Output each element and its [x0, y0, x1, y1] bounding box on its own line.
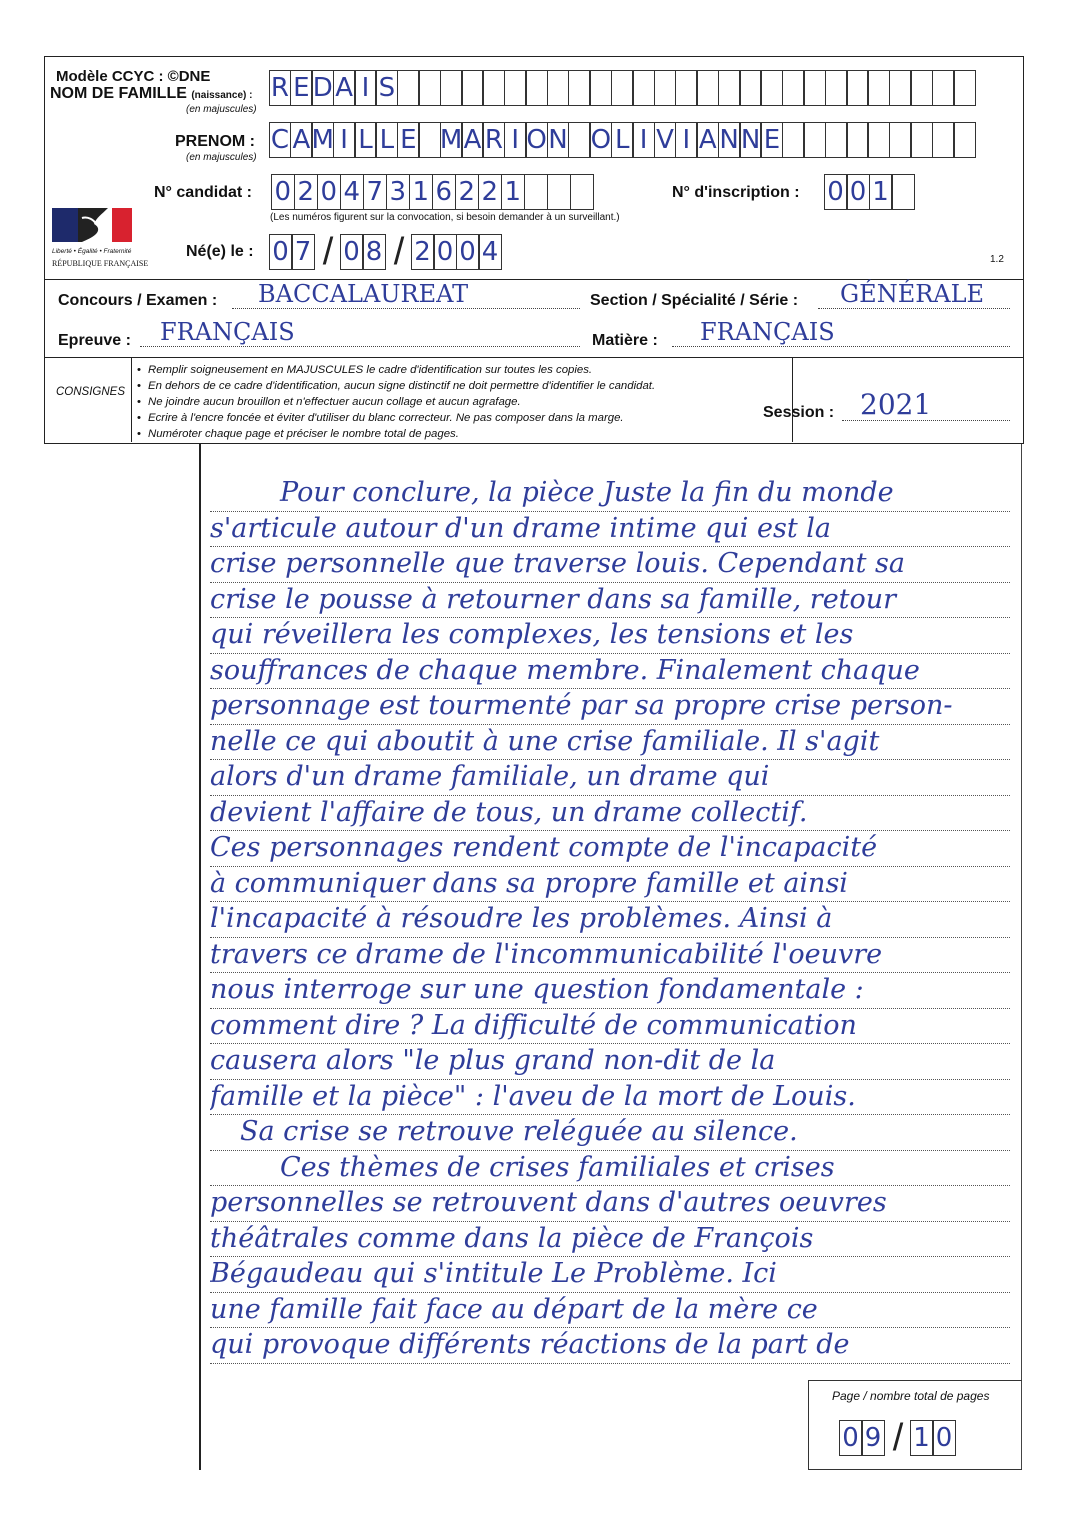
char-cell: C [269, 122, 292, 158]
numbers-note: (Les numéros figurent sur la convocation, si besoin demander à un surveillant.) [270, 212, 620, 223]
section-value: GÉNÉRALE [840, 280, 985, 308]
char-cell: I [675, 122, 698, 158]
concours-field[interactable] [232, 282, 580, 309]
char-cell: 0 [317, 174, 342, 210]
char-cell: I [354, 70, 377, 106]
char-cell: N [739, 122, 762, 158]
handwritten-line: Ces thèmes de crises familiales et crises [210, 1151, 1010, 1187]
char-cell [782, 122, 805, 158]
char-cell [696, 70, 719, 106]
char-cell: V [654, 122, 677, 158]
session-label: Session : [763, 404, 835, 421]
char-cell [867, 70, 890, 106]
char-cell [825, 70, 848, 106]
republique-logo [52, 208, 160, 270]
char-cell: 7 [363, 174, 388, 210]
char-cell [440, 70, 463, 106]
char-cell: 3 [386, 174, 411, 210]
handwritten-line: une famille fait face au départ de la mère ce [210, 1293, 1010, 1329]
handwritten-line: l'incapacité à résoudre les problèmes. Ainsi à [210, 902, 1010, 938]
char-cell: 1 [869, 174, 893, 210]
char-cell: 0 [824, 174, 848, 210]
family-name-label: NOM DE FAMILLE (naissance) : [50, 85, 253, 102]
handwritten-line: crise personnelle que traverse louis. Cependant sa [210, 547, 1010, 583]
char-cell [524, 174, 549, 210]
char-cell: 2 [294, 174, 319, 210]
handwritten-line: crise le pousse à retourner dans sa famille, retour [210, 583, 1010, 619]
char-cell [611, 70, 634, 106]
page-number-cells[interactable] [840, 1416, 956, 1459]
epreuve-value: FRANÇAIS [160, 318, 295, 346]
consigne-item: • Numéroter chaque page et préciser le nombre total de pages. [148, 426, 744, 442]
char-cell [953, 70, 976, 106]
char-cell [568, 122, 591, 158]
char-cell: E [760, 122, 783, 158]
matiere-field[interactable] [672, 320, 1010, 347]
handwritten-line: causera alors "le plus grand non-dit de la [210, 1044, 1010, 1080]
char-cell [397, 70, 420, 106]
family-name-caps-note: (en majuscules) [186, 104, 257, 115]
char-cell: 2 [455, 174, 480, 210]
separator-slash: / [322, 230, 334, 273]
handwritten-line: Sa crise se retrouve reléguée au silence. [210, 1115, 1010, 1151]
char-cell: 0 [839, 1420, 863, 1456]
consignes-title: CONSIGNES [56, 386, 126, 398]
form-version: 1.2 [990, 254, 1004, 265]
char-cell: A [696, 122, 719, 158]
epreuve-field[interactable] [140, 320, 580, 347]
consigne-item: • Remplir soigneusement en MAJUSCULES le cadre d'identification sur toutes les copies. [148, 362, 744, 378]
handwritten-line: à communiquer dans sa propre famille et ainsi [210, 867, 1010, 903]
char-cell [504, 70, 527, 106]
section-field[interactable] [818, 282, 1010, 309]
separator-slash: / [892, 1416, 904, 1459]
first-name-label: PRENOM : [175, 133, 255, 150]
char-cell: 2 [411, 234, 435, 270]
char-cell [825, 122, 848, 158]
char-cell [675, 70, 698, 106]
char-cell [803, 70, 826, 106]
inscription-number-label: N° d'inscription : [672, 184, 800, 201]
char-cell: N [547, 122, 570, 158]
handwritten-line: qui provoque différents réactions de la part de [210, 1328, 1010, 1364]
section-label: Section / Spécialité / Série : [590, 292, 799, 309]
char-cell: 1 [501, 174, 526, 210]
char-cell [782, 70, 805, 106]
char-cell: O [589, 122, 612, 158]
char-cell [760, 70, 783, 106]
matiere-label: Matière : [592, 332, 658, 349]
handwritten-line: personnage est tourmenté par sa propre crise person- [210, 689, 1010, 725]
char-cell [739, 70, 762, 106]
char-cell [418, 70, 441, 106]
char-cell: 0 [269, 234, 293, 270]
model-label: Modèle CCYC : ©DNE [56, 68, 211, 85]
char-cell [932, 122, 955, 158]
char-cell: 0 [932, 1420, 956, 1456]
char-cell: 2 [478, 174, 503, 210]
logo-country: RÉPUBLIQUE FRANÇAISE [52, 259, 149, 268]
handwritten-line: personnelles se retrouvent dans d'autres oeuvres [210, 1186, 1010, 1222]
char-cell: 6 [432, 174, 457, 210]
char-cell: 0 [340, 234, 364, 270]
consigne-item: • En dehors de ce cadre d'identification, aucun signe distinctif ne doit permettre d'identifier le candidat. [148, 378, 744, 394]
char-cell [482, 70, 505, 106]
char-cell [891, 174, 915, 210]
margin-line [199, 444, 201, 1470]
candidate-number-label: N° candidat : [154, 184, 252, 201]
logo-motto: Liberté • Égalité • Fraternité [52, 248, 132, 255]
birth-date-label: Né(e) le : [186, 243, 254, 260]
char-cell [932, 70, 955, 106]
birth-date-cells[interactable] [270, 230, 502, 273]
char-cell [547, 70, 570, 106]
handwritten-line: théâtrales comme dans la pièce de François [210, 1222, 1010, 1258]
handwritten-line: nous interroge sur une question fondamentale : [210, 973, 1010, 1009]
char-cell: A [333, 70, 356, 106]
handwritten-text [210, 476, 1010, 1364]
separator-slash: / [393, 230, 405, 273]
char-cell [418, 122, 441, 158]
char-cell [803, 122, 826, 158]
char-cell: S [375, 70, 398, 106]
candidate-number-cells[interactable] [272, 174, 594, 210]
consignes-list [134, 362, 744, 442]
handwritten-line: Bégaudeau qui s'intitule Le Problème. Ici [210, 1257, 1010, 1293]
handwritten-line: devient l'affaire de tous, un drame collectif. [210, 796, 1010, 832]
char-cell [910, 70, 933, 106]
char-cell: L [375, 122, 398, 158]
session-value: 2021 [860, 388, 932, 421]
first-name-cells[interactable] [270, 122, 976, 158]
char-cell [846, 70, 869, 106]
handwritten-line: Ces personnages rendent compte de l'incapacité [210, 831, 1010, 867]
handwritten-line: travers ce drame de l'incommunicabilité l'oeuvre [210, 938, 1010, 974]
handwritten-line: Pour conclure, la pièce Juste la fin du monde [210, 476, 1010, 512]
char-cell [568, 70, 591, 106]
char-cell: R [482, 122, 505, 158]
char-cell [525, 70, 548, 106]
char-cell: A [290, 122, 313, 158]
concours-value: BACCALAUREAT [258, 280, 469, 308]
char-cell [867, 122, 890, 158]
char-cell: 4 [340, 174, 365, 210]
char-cell [889, 70, 912, 106]
char-cell: L [611, 122, 634, 158]
char-cell: M [311, 122, 334, 158]
handwritten-line: famille et la pièce" : l'aveu de la mort de Louis. [210, 1080, 1010, 1116]
marianne-icon [52, 208, 132, 244]
char-cell: I [333, 122, 356, 158]
char-cell [589, 70, 612, 106]
page-right-border [1021, 444, 1022, 1470]
handwritten-line: alors d'un drame familiale, un drame qui [210, 760, 1010, 796]
char-cell: 0 [433, 234, 457, 270]
char-cell: I [632, 122, 655, 158]
char-cell: I [504, 122, 527, 158]
char-cell [846, 122, 869, 158]
char-cell: M [440, 122, 463, 158]
char-cell: R [269, 70, 292, 106]
char-cell: 4 [478, 234, 502, 270]
char-cell: E [397, 122, 420, 158]
handwritten-line: nelle ce qui aboutit à une crise familiale. Il s'agit [210, 725, 1010, 761]
char-cell: 1 [409, 174, 434, 210]
pagination-label: Page / nombre total de pages [832, 1389, 990, 1403]
char-cell: L [354, 122, 377, 158]
char-cell [632, 70, 655, 106]
char-cell: O [525, 122, 548, 158]
char-cell [547, 174, 572, 210]
char-cell [910, 122, 933, 158]
char-cell: 8 [362, 234, 386, 270]
char-cell: D [311, 70, 334, 106]
char-cell [461, 70, 484, 106]
handwritten-line: qui réveillera les complexes, les tensions et les [210, 618, 1010, 654]
char-cell [889, 122, 912, 158]
handwritten-line: s'articule autour d'un drame intime qui est la [210, 512, 1010, 548]
char-cell [570, 174, 595, 210]
handwritten-line: comment dire ? La difficulté de communication [210, 1009, 1010, 1045]
handwritten-line: souffrances de chaque membre. Finalement chaque [210, 654, 1010, 690]
consigne-item: • Ecrire à l'encre foncée et éviter d'utiliser du blanc correcteur. Ne pas composer dans la marge. [148, 410, 744, 426]
matiere-value: FRANÇAIS [700, 318, 835, 346]
char-cell: 0 [846, 174, 870, 210]
char-cell: 0 [271, 174, 296, 210]
char-cell [654, 70, 677, 106]
consigne-item: • Ne joindre aucun brouillon et n'effectuer aucun collage et aucun agrafage. [148, 394, 744, 410]
char-cell: 9 [861, 1420, 885, 1456]
char-cell: A [461, 122, 484, 158]
first-name-caps-note: (en majuscules) [186, 152, 257, 163]
char-cell [718, 70, 741, 106]
family-name-cells[interactable] [270, 70, 976, 106]
char-cell [953, 122, 976, 158]
epreuve-label: Epreuve : [58, 332, 131, 349]
session-field[interactable] [842, 388, 1010, 421]
char-cell: N [718, 122, 741, 158]
char-cell: 1 [910, 1420, 934, 1456]
concours-label: Concours / Examen : [58, 292, 218, 309]
char-cell: E [290, 70, 313, 106]
char-cell: 7 [291, 234, 315, 270]
inscription-number-cells[interactable] [825, 174, 915, 210]
char-cell: 0 [456, 234, 480, 270]
